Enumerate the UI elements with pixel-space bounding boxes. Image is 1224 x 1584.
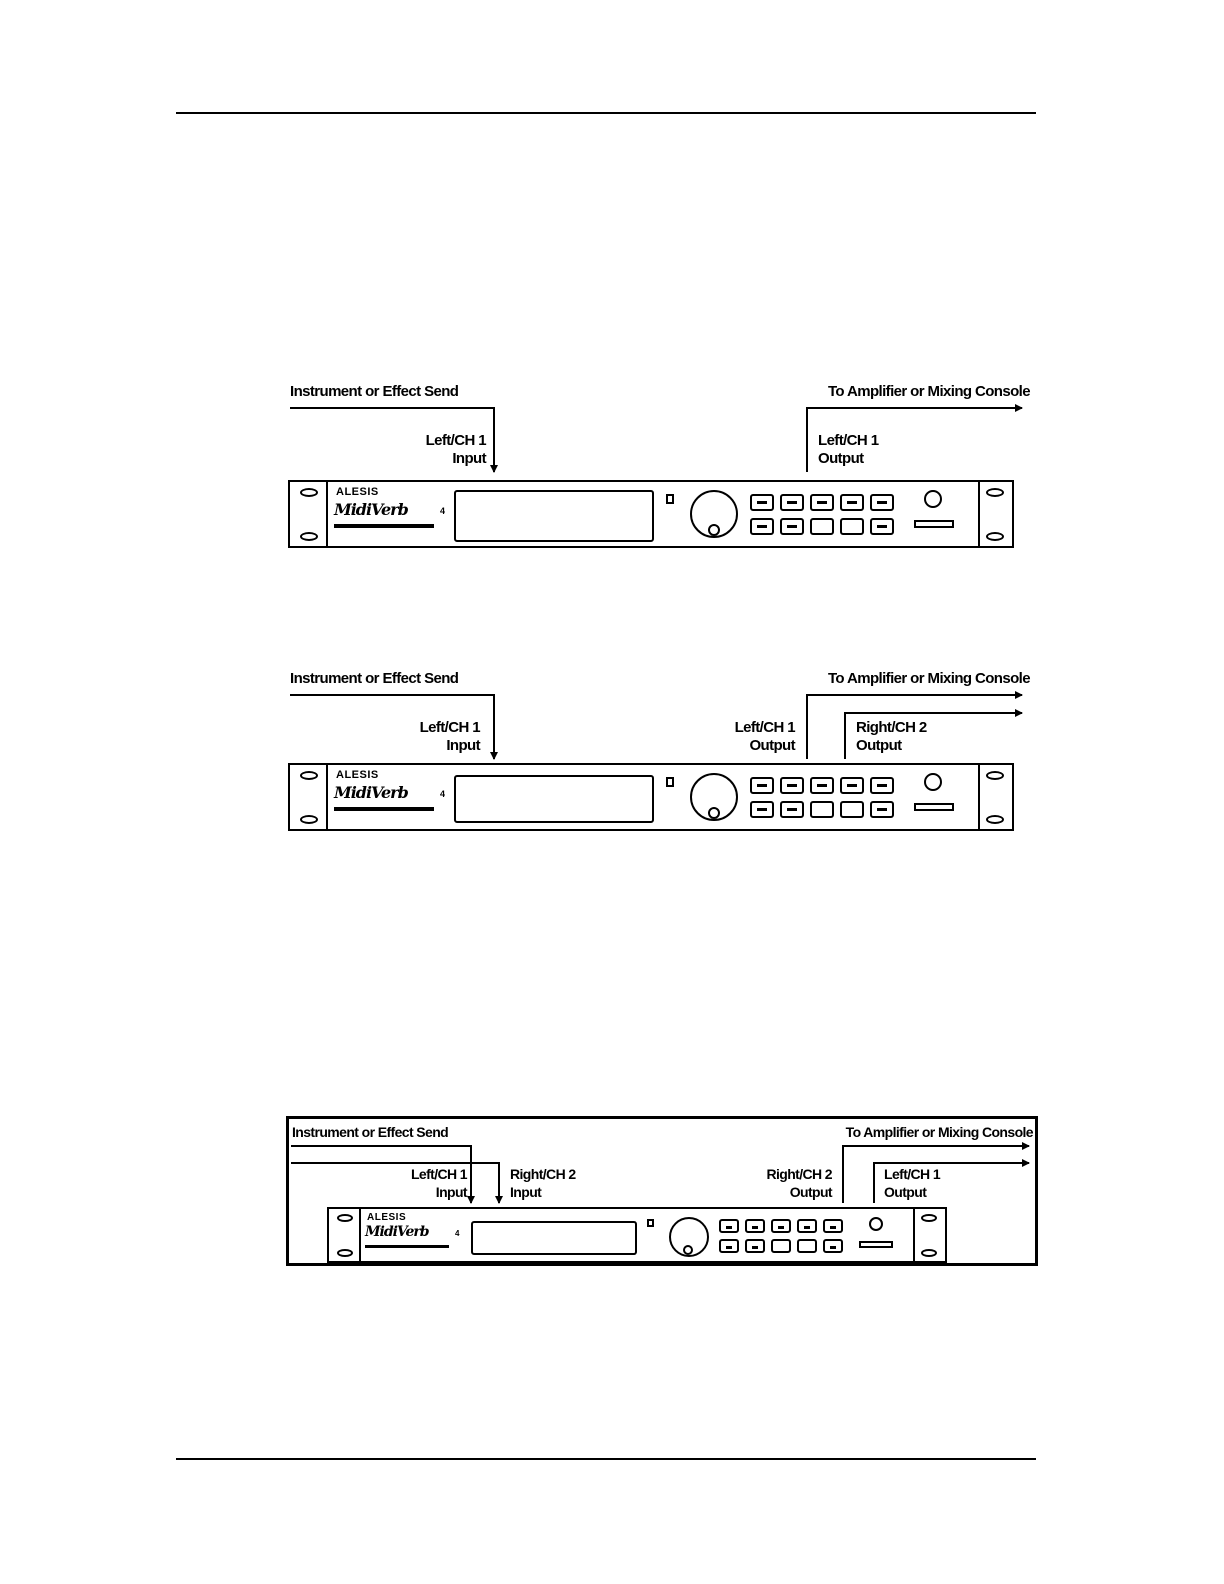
rack-ear-hole — [300, 532, 318, 541]
panel-button[interactable] — [810, 518, 834, 535]
panel-button[interactable] — [780, 801, 804, 818]
panel-button[interactable] — [750, 801, 774, 818]
model-badge: 4 — [455, 1229, 460, 1238]
data-knob-indicator — [708, 807, 720, 819]
panel-button[interactable] — [840, 801, 864, 818]
diagram-stereo-in-stereo-out — [286, 1116, 1038, 1266]
panel-button[interactable] — [745, 1239, 765, 1253]
output-label: Left/CH 1 Output — [818, 432, 879, 467]
right-input-signal-line — [291, 1163, 499, 1203]
brand-logo: ALESIS — [367, 1212, 407, 1223]
panel-button[interactable] — [810, 494, 834, 511]
panel-button[interactable] — [771, 1219, 791, 1233]
panel-button[interactable] — [797, 1219, 817, 1233]
left-output-label: Left/CH 1 Output — [734, 719, 795, 754]
panel-button[interactable] — [750, 494, 774, 511]
rack-ear-hole — [986, 815, 1004, 824]
brand-logo: ALESIS — [336, 769, 379, 781]
panel-button[interactable] — [719, 1219, 739, 1233]
tagline — [334, 524, 434, 528]
model-logo: MidiVerb — [334, 500, 408, 519]
diagram-mono-in-mono-out — [280, 380, 1040, 555]
panel-button[interactable] — [823, 1219, 843, 1233]
panel-button[interactable] — [797, 1239, 817, 1253]
panel-button[interactable] — [745, 1219, 765, 1233]
right-output-label: Right/CH 2 Output — [856, 719, 927, 754]
rack-ear-hole — [337, 1249, 353, 1257]
data-knob-indicator — [683, 1245, 693, 1255]
tagline — [365, 1245, 449, 1248]
destination-label: To Amplifier or Mixing Console — [827, 383, 1030, 400]
panel-button[interactable] — [840, 777, 864, 794]
send-label: Instrument or Effect Send — [290, 383, 459, 400]
rack-ear-hole — [986, 488, 1004, 497]
rack-ear-hole — [300, 488, 318, 497]
rack-ear-hole — [300, 815, 318, 824]
model-plate — [859, 1241, 893, 1248]
display-icon — [647, 1219, 654, 1227]
rack-ear-hole — [986, 532, 1004, 541]
rack-ear-hole — [921, 1249, 937, 1257]
input-label: Left/CH 1 Input — [425, 432, 486, 467]
left-input-label: Left/CH 1 Input — [410, 1166, 467, 1200]
model-logo: MidiVerb — [334, 783, 408, 802]
rack-unit — [288, 480, 1014, 548]
panel-button[interactable] — [750, 518, 774, 535]
rack-ear-hole — [337, 1214, 353, 1222]
tagline — [334, 807, 434, 811]
panel-button[interactable] — [840, 494, 864, 511]
panel-button[interactable] — [810, 777, 834, 794]
header-rule — [176, 112, 1036, 114]
power-button[interactable] — [924, 773, 942, 791]
panel-button[interactable] — [810, 801, 834, 818]
model-logo: MidiVerb — [365, 1224, 429, 1240]
lcd-display — [454, 775, 654, 823]
panel-button[interactable] — [780, 518, 804, 535]
left-output-label: Left/CH 1 Output — [884, 1166, 941, 1200]
send-label: Instrument or Effect Send — [292, 1124, 449, 1140]
panel-button[interactable] — [780, 777, 804, 794]
rack-ear-hole — [300, 771, 318, 780]
panel-button[interactable] — [780, 494, 804, 511]
panel-button[interactable] — [750, 777, 774, 794]
model-badge: 4 — [440, 789, 446, 799]
footer-rule — [176, 1458, 1036, 1460]
model-plate — [914, 803, 954, 811]
destination-label: To Amplifier or Mixing Console — [845, 1124, 1033, 1140]
lcd-display — [471, 1221, 637, 1255]
panel-button[interactable] — [840, 518, 864, 535]
input-label: Left/CH 1 Input — [419, 719, 480, 754]
model-badge: 4 — [440, 506, 446, 516]
panel-button[interactable] — [870, 801, 894, 818]
right-output-label: Right/CH 2 Output — [766, 1166, 832, 1200]
display-icon — [666, 494, 674, 504]
rack-ear-hole — [921, 1214, 937, 1222]
display-icon — [666, 777, 674, 787]
power-button[interactable] — [869, 1217, 883, 1231]
destination-label: To Amplifier or Mixing Console — [827, 670, 1030, 687]
power-button[interactable] — [924, 490, 942, 508]
panel-button[interactable] — [823, 1239, 843, 1253]
panel-button[interactable] — [870, 494, 894, 511]
panel-button[interactable] — [870, 777, 894, 794]
right-input-label: Right/CH 2 Input — [510, 1166, 576, 1200]
panel-button[interactable] — [870, 518, 894, 535]
rack-ear-hole — [986, 771, 1004, 780]
diagram-mono-in-stereo-out — [280, 667, 1040, 842]
lcd-display — [454, 490, 654, 542]
rack-unit — [288, 763, 1014, 831]
panel-button[interactable] — [719, 1239, 739, 1253]
panel-button[interactable] — [771, 1239, 791, 1253]
brand-logo: ALESIS — [336, 486, 379, 498]
rack-unit — [327, 1207, 947, 1263]
model-plate — [914, 520, 954, 528]
data-knob-indicator — [708, 524, 720, 536]
send-label: Instrument or Effect Send — [290, 670, 459, 687]
